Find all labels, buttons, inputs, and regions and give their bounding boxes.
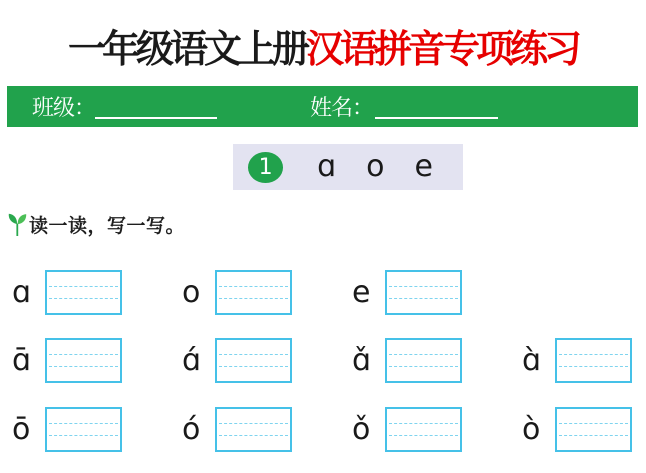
dashed-guide-line [49,354,118,355]
writing-box[interactable] [45,407,122,452]
writing-box[interactable] [45,270,122,315]
info-bar [7,86,638,127]
pinyin-letter: e [352,274,371,310]
section-heading [7,211,185,238]
writing-box[interactable] [385,270,462,315]
pinyin-cell [352,338,462,383]
writing-box[interactable] [215,270,292,315]
lesson-number-badge [248,152,283,183]
lesson-letter: o [366,149,385,184]
name-label: 姓名： [310,95,374,120]
pinyin-cell [12,407,122,452]
pinyin-cell [182,338,292,383]
pinyin-letter: ó [182,411,201,447]
dashed-guide-line [49,366,118,367]
pinyin-cell [522,338,632,383]
practice-row [12,338,632,383]
pinyin-cell [352,407,462,452]
dashed-guide-line [219,435,288,436]
pinyin-letter: ò [522,411,541,447]
lesson-strip [233,144,463,190]
pinyin-cell [12,270,122,315]
leaf-icon [7,212,28,237]
dashed-guide-line [559,354,628,355]
dashed-guide-line [49,298,118,299]
title-topic: 汉语拼音专项练习 [306,29,579,71]
lesson-letter: e [414,149,433,184]
lesson-letter: ɑ [317,149,337,184]
dashed-guide-line [559,423,628,424]
dashed-guide-line [389,298,458,299]
dashed-guide-line [389,423,458,424]
pinyin-letter: ɑ́ [182,342,202,378]
dashed-guide-line [219,354,288,355]
title-course: 一年级语文上册 [67,29,306,71]
class-label: 班级： [32,95,96,120]
dashed-guide-line [219,423,288,424]
practice-row [12,270,462,315]
dashed-guide-line [559,435,628,436]
dashed-guide-line [559,366,628,367]
dashed-guide-line [219,286,288,287]
pinyin-letter: ɑ̌ [352,342,372,378]
writing-box[interactable] [215,338,292,383]
dashed-guide-line [49,423,118,424]
writing-box[interactable] [555,407,632,452]
pinyin-cell [12,338,122,383]
class-input-line[interactable] [95,117,217,119]
lesson-number: 1 [258,154,273,180]
dashed-guide-line [389,354,458,355]
writing-box[interactable] [555,338,632,383]
pinyin-letter: ɑ̀ [522,342,542,378]
name-input-line[interactable] [375,117,498,119]
pinyin-letter: ō [12,411,31,447]
writing-box[interactable] [45,338,122,383]
page-title [0,25,646,75]
pinyin-letter: ɑ̄ [12,342,32,378]
dashed-guide-line [49,435,118,436]
dashed-guide-line [389,366,458,367]
dashed-guide-line [219,366,288,367]
dashed-guide-line [49,286,118,287]
pinyin-letter: o [182,274,201,310]
pinyin-cell [182,270,292,315]
pinyin-cell [182,407,292,452]
pinyin-cell [352,270,462,315]
writing-box[interactable] [385,407,462,452]
pinyin-cell [522,407,632,452]
writing-box[interactable] [385,338,462,383]
pinyin-letter: ɑ [12,274,32,310]
practice-row [12,407,632,452]
dashed-guide-line [219,298,288,299]
writing-box[interactable] [215,407,292,452]
dashed-guide-line [389,435,458,436]
pinyin-letter: ǒ [352,411,371,447]
dashed-guide-line [389,286,458,287]
section-heading-text: 读一读，写一写。 [29,216,186,237]
